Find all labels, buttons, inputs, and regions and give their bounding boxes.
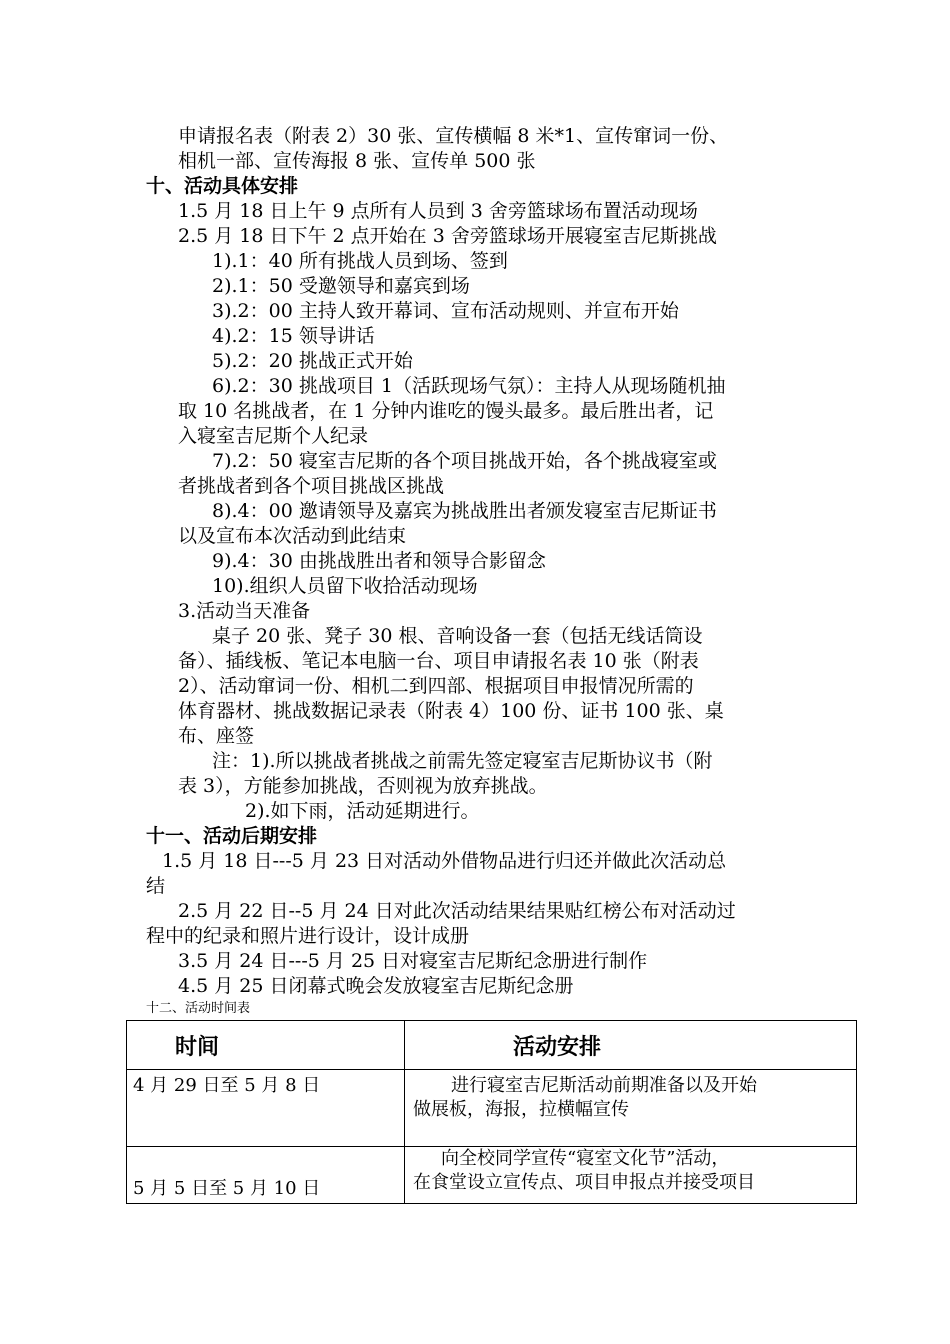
text-line: 8).4：00 邀请领导及嘉宾为挑战胜出者颁发寝室吉尼斯证书 <box>212 500 717 522</box>
text-line: 1).1：40 所有挑战人员到场、签到 <box>212 250 508 272</box>
cell-line: 做展板，海报，拉横幅宣传 <box>413 1099 629 1120</box>
text-line: 入寝室吉尼斯个人纪录 <box>178 425 369 447</box>
text-line: 1.5 月 18 日上午 9 点所有人员到 3 舍旁篮球场布置活动现场 <box>178 200 698 222</box>
text-line: 2.5 月 22 日--5 月 24 日对此次活动结果结果贴红榜公布对活动过 <box>178 900 736 922</box>
schedule-table <box>126 1020 857 1204</box>
text-line: 申请报名表（附表 2）30 张、宣传横幅 8 米*1、宣传窜词一份、 <box>178 125 729 147</box>
text-line: 2).如下雨，活动延期进行。 <box>245 800 480 822</box>
text-line: 2).1：50 受邀领导和嘉宾到场 <box>212 275 470 297</box>
text-line: 者挑战者到各个项目挑战区挑战 <box>178 475 445 497</box>
text-line: 3.活动当天准备 <box>178 600 311 622</box>
section-heading-10: 十、活动具体安排 <box>146 175 299 197</box>
table-cell-activity <box>405 1070 857 1147</box>
text-line: 9).4：30 由挑战胜出者和领导合影留念 <box>212 550 546 572</box>
text-line: 2.5 月 18 日下午 2 点开始在 3 舍旁篮球场开展寝室吉尼斯挑战 <box>178 225 717 247</box>
text-line: 程中的纪录和照片进行设计，设计成册 <box>146 925 470 947</box>
text-line: 10).组织人员留下收拾活动现场 <box>212 575 478 597</box>
text-line: 结 <box>146 875 166 897</box>
table-cell-time: 4 月 29 日至 5 月 8 日 <box>127 1070 405 1147</box>
table-header-time: 时间 <box>127 1021 405 1070</box>
table-header-activity: 活动安排 <box>405 1021 857 1070</box>
cell-line: 向全校同学宣传“寝室文化节”活动， <box>441 1148 730 1169</box>
table-row <box>127 1070 857 1147</box>
text-line: 相机一部、宣传海报 8 张、宣传单 500 张 <box>178 150 536 172</box>
text-line: 4.5 月 25 日闭幕式晚会发放寝室吉尼斯纪念册 <box>178 975 574 997</box>
table-header-row <box>127 1021 857 1070</box>
section-heading-11: 十一、活动后期安排 <box>146 825 318 847</box>
table-cell-time: 5 月 5 日至 5 月 10 日 <box>127 1147 405 1204</box>
cell-line: 进行寝室吉尼斯活动前期准备以及开始 <box>451 1075 757 1096</box>
section-heading-12: 十二、活动时间表 <box>146 1001 251 1016</box>
text-line: 7).2：50 寝室吉尼斯的各个项目挑战开始，各个挑战寝室或 <box>212 450 717 472</box>
text-line: 桌子 20 张、凳子 30 根、音响设备一套（包括无线话筒设 <box>212 625 703 647</box>
cell-line: 在食堂设立宣传点、项目申报点并接受项目 <box>413 1172 755 1193</box>
text-line: 取 10 名挑战者，在 1 分钟内谁吃的馒头最多。最后胜出者，记 <box>178 400 714 422</box>
table-row <box>127 1147 857 1204</box>
text-line: 5).2：20 挑战正式开始 <box>212 350 413 372</box>
text-line: 体育器材、挑战数据记录表（附表 4）100 份、证书 100 张、桌 <box>178 700 724 722</box>
table-cell-activity <box>405 1147 857 1204</box>
text-line: 3.5 月 24 日---5 月 25 日对寝室吉尼斯纪念册进行制作 <box>178 950 648 972</box>
text-line: 布、座签 <box>178 725 255 747</box>
text-line: 3).2：00 主持人致开幕词、宣布活动规则、并宣布开始 <box>212 300 679 322</box>
text-line: 4).2：15 领导讲话 <box>212 325 375 347</box>
text-line: 备）、插线板、笔记本电脑一台、项目申请报名表 10 张（附表 <box>178 650 699 672</box>
text-line: 2）、活动窜词一份、相机二到四部、根据项目申报情况所需的 <box>178 675 694 697</box>
text-line: 6).2：30 挑战项目 1（活跃现场气氛）：主持人从现场随机抽 <box>212 375 726 397</box>
text-line: 1.5 月 18 日---5 月 23 日对活动外借物品进行归还并做此次活动总 <box>162 850 727 872</box>
text-line: 表 3），方能参加挑战，否则视为放弃挑战。 <box>178 775 548 797</box>
text-line: 注：1).所以挑战者挑战之前需先签定寝室吉尼斯协议书（附 <box>212 750 713 772</box>
text-line: 以及宣布本次活动到此结束 <box>178 525 407 547</box>
